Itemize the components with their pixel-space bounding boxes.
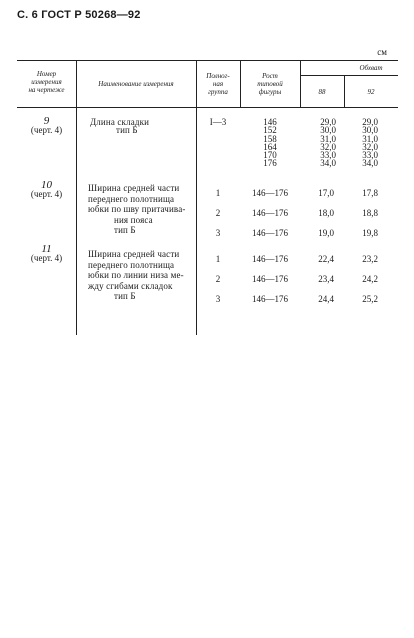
row-11-height: 146—176 146—176 146—176 [252,254,288,304]
row-10-girth-88: 17,0 18,0 19,0 [318,188,334,238]
row-11-girth-92: 23,2 24,2 25,2 [362,254,378,304]
row-11-name: Ширина средней части переднего полотнища юбки по линии низа ме- жду сгибами складок тип Б [88,249,184,301]
header-number: Номер измерения на чертеже [28,70,65,94]
row-11-group: 1 2 3 [215,254,221,304]
row-9-group: I—3 [209,117,227,127]
row-10-name: Ширина средней части переднего полотнища юбки по шву притачива- ния пояса тип Б [88,183,186,235]
row-10-group: 1 2 3 [215,188,221,238]
header-girth: Обхват [359,64,383,72]
row-10-girth-92: 17,8 18,8 19,8 [362,188,378,238]
row-10-height: 146—176 146—176 146—176 [252,188,288,238]
header-height: Рост типовой фигуры [257,72,283,96]
row-11-girth-88: 22,4 23,4 24,4 [318,254,334,304]
girth-header-rule [300,75,398,76]
row-9-name: Длина складки тип Б [90,117,150,136]
row-9-number: 9 (черт. 4) [30,115,63,136]
row-9-girth-92: 29,0 30,0 31,0 32,0 33,0 34,0 [362,117,378,169]
header-group: Полног- ная группа [206,72,230,96]
row-10-number: 10 (черт. 4) [30,179,63,200]
unit-label: см [377,47,387,57]
col-divider-4 [300,60,301,107]
row-9-girth-88: 29,0 30,0 31,0 32,0 33,0 34,0 [320,117,336,169]
page-header: С. 6 ГОСТ Р 50268—92 [17,9,141,21]
row-9-height: 146 152 158 164 170 176 [263,117,277,169]
header-girth-88: 88 [318,88,326,96]
header-girth-92: 92 [367,88,375,96]
col-divider-1 [76,60,77,335]
table-top-rule [17,60,398,61]
header-measurement-name: Наименование измерения [98,80,174,88]
row-11-number: 11 (черт. 4) [30,243,63,264]
header-bottom-rule [17,107,398,108]
